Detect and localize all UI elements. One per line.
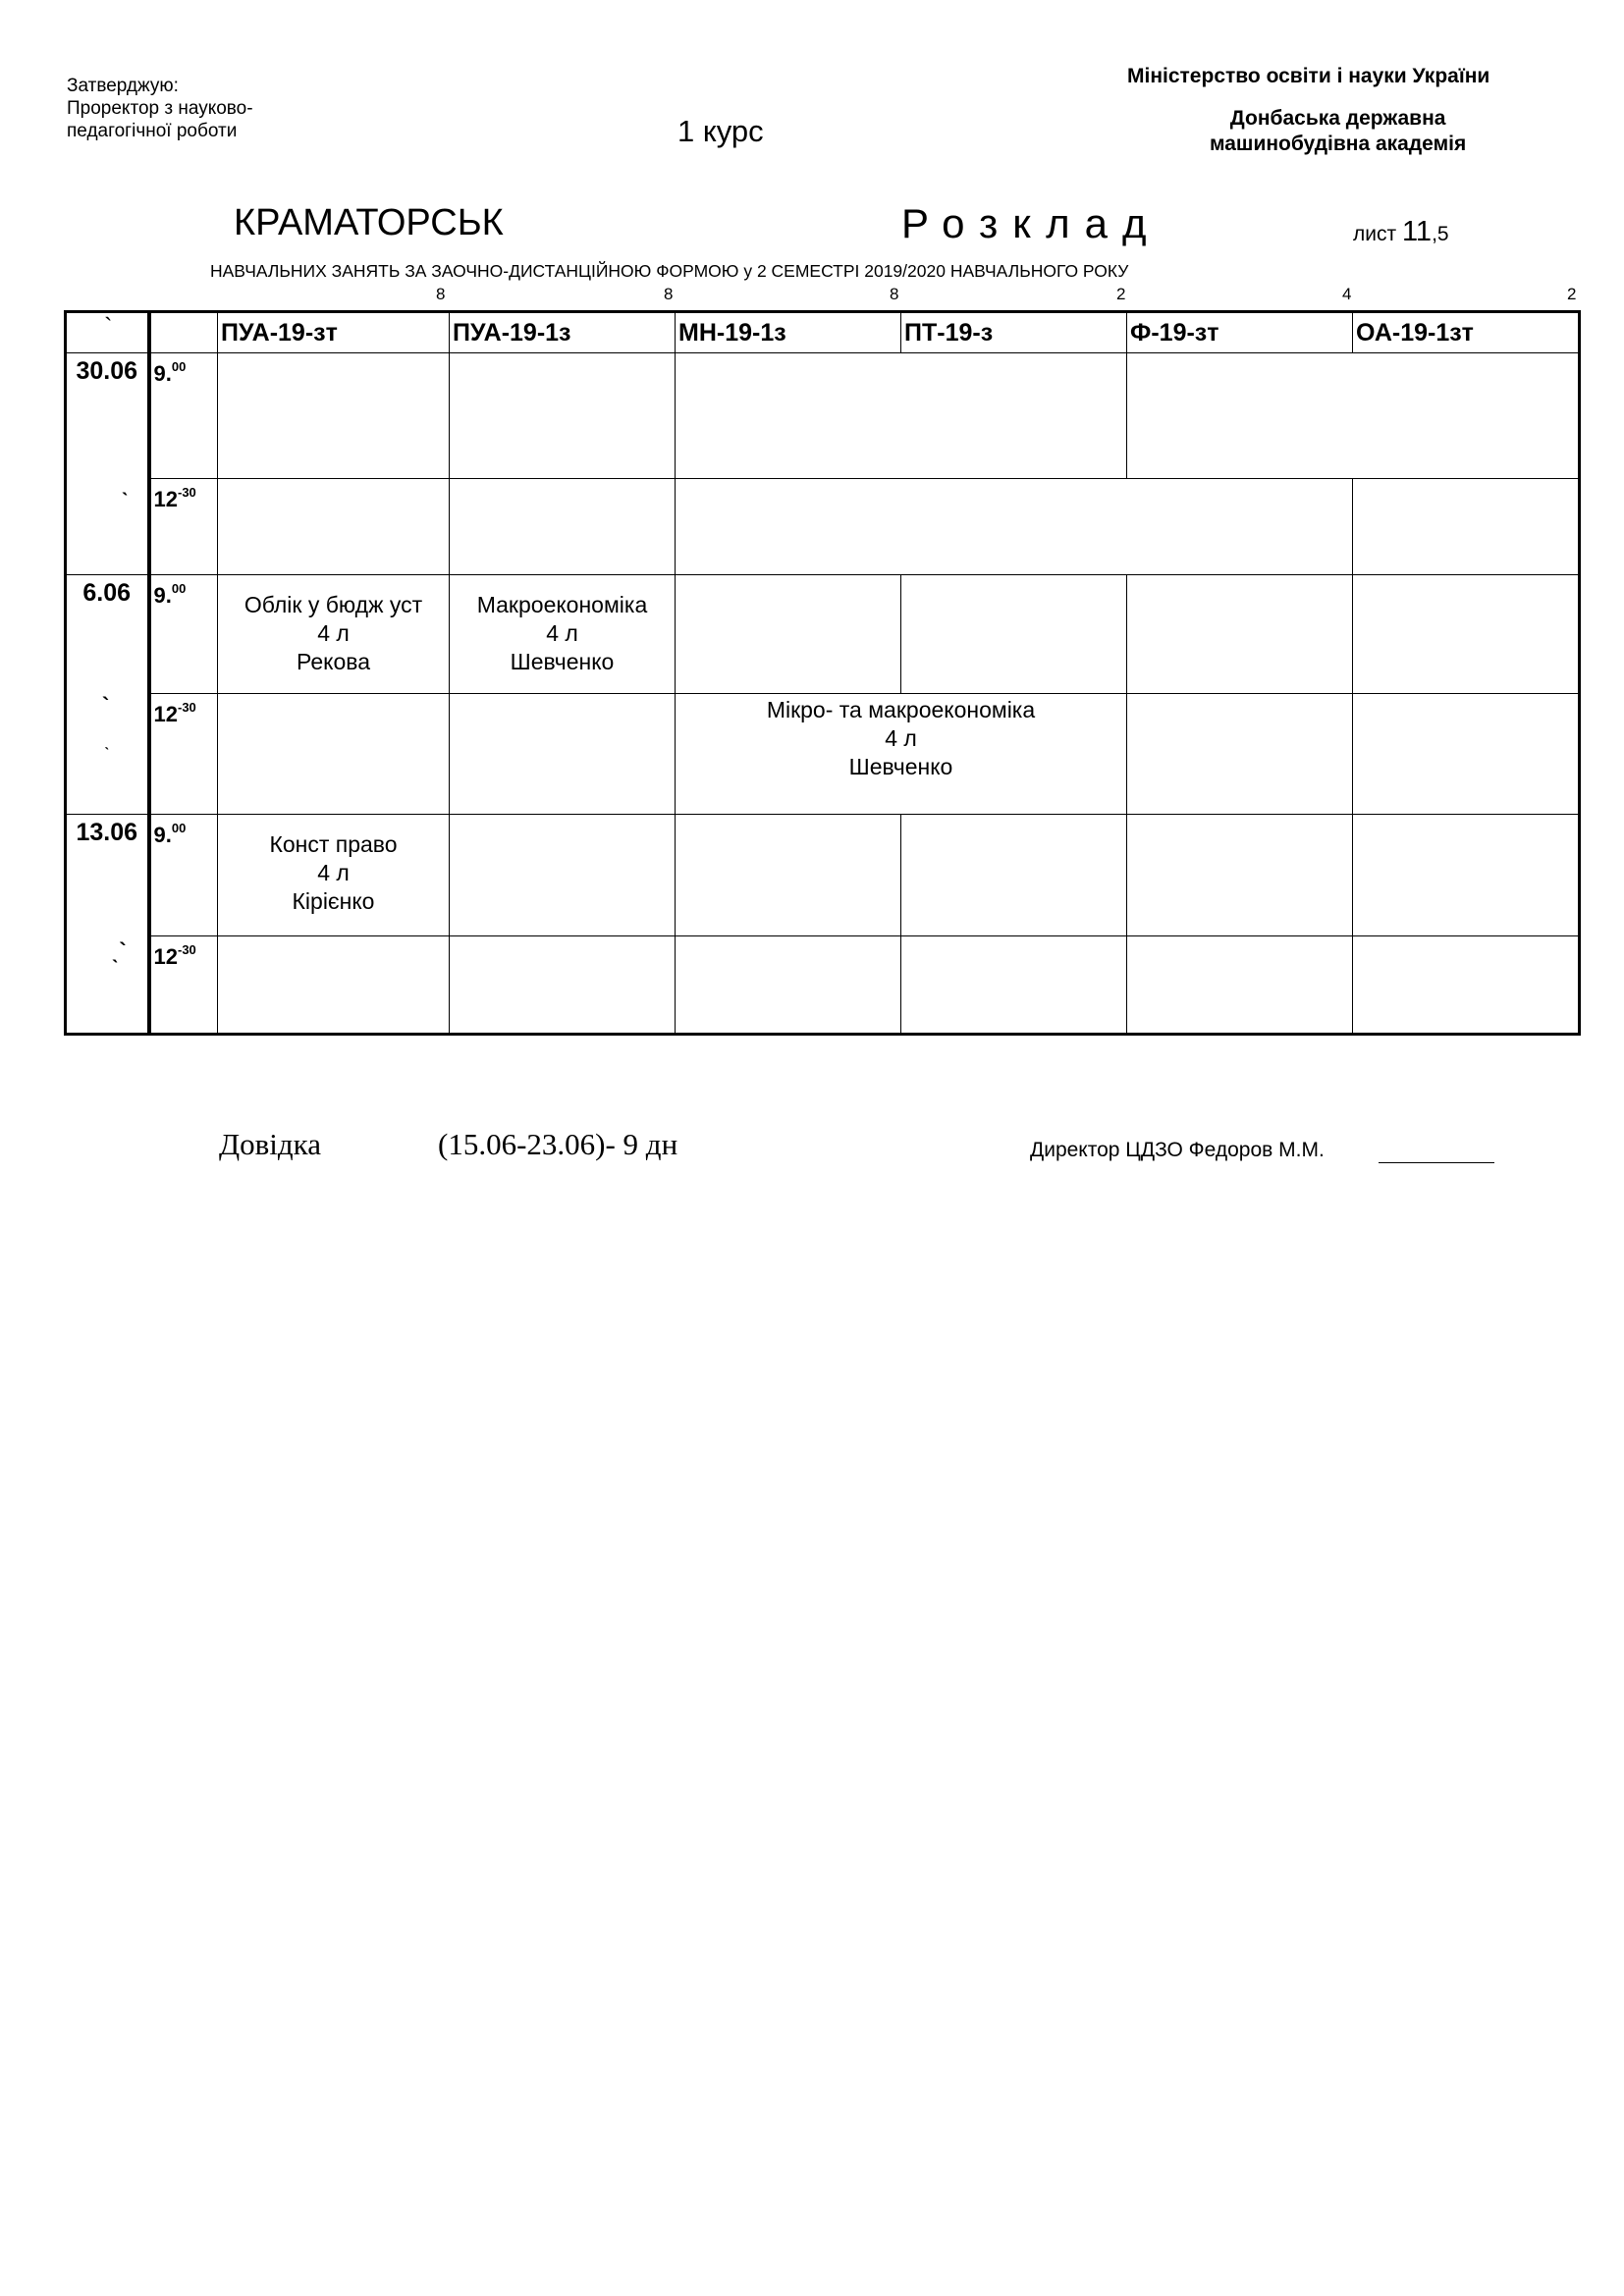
lesson-cell — [676, 694, 1127, 815]
lesson-cell — [1127, 815, 1353, 936]
lesson-cell — [1353, 575, 1580, 694]
schedule-table — [64, 310, 1581, 1036]
day-mark: ˋ — [104, 746, 110, 763]
day-cell — [66, 815, 149, 1035]
lesson-cell — [1353, 694, 1580, 815]
lesson-subject: Облік у бюдж уст — [244, 592, 423, 617]
course-label: 1 курс — [677, 114, 764, 148]
director-signature: Директор ЦДЗО Федоров М.М. — [1030, 1139, 1325, 1161]
lesson-cell — [1127, 353, 1580, 479]
header-row — [66, 312, 1580, 353]
group-header: ПУА-19-зт — [218, 312, 450, 353]
lesson-cell — [676, 479, 1353, 575]
group-header: ОА-19-1зт — [1353, 312, 1580, 353]
group-header: Ф-19-зт — [1127, 312, 1353, 353]
lesson-teacher: Рекова — [297, 649, 370, 674]
day-date: 13.06 — [76, 819, 138, 846]
lesson-hours: 4 л — [885, 725, 917, 751]
lesson-cell — [218, 936, 450, 1035]
lesson-cell — [218, 575, 450, 694]
document-title: Розклад — [901, 200, 1162, 246]
table-row — [66, 936, 1580, 1035]
approval-line: Затверджую: — [67, 76, 179, 96]
table-row — [66, 353, 1580, 479]
lesson-cell — [218, 353, 450, 479]
table-row — [66, 815, 1580, 936]
approval-line: Проректор з науково- — [67, 98, 253, 119]
lesson-subject: Конст право — [269, 831, 398, 857]
lesson — [450, 575, 675, 676]
group-header: МН-19-1з — [676, 312, 901, 353]
day-cell — [66, 575, 149, 815]
lesson-cell — [218, 815, 450, 936]
lesson-cell — [1353, 815, 1580, 936]
lesson-hours: 4 л — [317, 620, 350, 646]
footer-period: (15.06-23.06)- 9 дн — [438, 1127, 678, 1161]
student-count: 8 — [436, 285, 446, 303]
academy-line: Донбаська державна — [1229, 107, 1446, 130]
lesson-cell — [450, 575, 676, 694]
group-header: ПТ-19-з — [901, 312, 1127, 353]
lesson-cell — [676, 936, 901, 1035]
table-row — [66, 694, 1580, 815]
day-mark: ˎ — [122, 471, 130, 496]
lesson-cell — [1127, 694, 1353, 815]
time-cell: 9.00 — [149, 353, 218, 479]
academy-line: машинобудівна академія — [1210, 133, 1467, 155]
day-date: 6.06 — [82, 579, 132, 607]
city-name: КРАМАТОРСЬК — [234, 202, 504, 243]
day-cell — [66, 353, 149, 575]
sheet-value: 11 — [1401, 216, 1433, 247]
lesson-cell — [901, 815, 1127, 936]
lesson-teacher: Шевченко — [510, 649, 615, 674]
ministry-name: Міністерство освіти і науки України — [1127, 65, 1490, 87]
lesson-teacher: Кірієнко — [292, 888, 375, 914]
lesson — [218, 815, 449, 916]
student-count: 8 — [664, 285, 674, 303]
lesson-subject: Мікро- та макроекономіка — [766, 697, 1036, 722]
lesson-hours: 4 л — [546, 620, 578, 646]
day-mark: ˎ` — [112, 938, 127, 963]
lesson-cell — [1353, 479, 1580, 575]
lesson-cell — [1127, 575, 1353, 694]
table-row — [66, 575, 1580, 694]
lesson-cell — [901, 575, 1127, 694]
lesson-cell — [1127, 936, 1353, 1035]
lesson-cell — [450, 815, 676, 936]
lesson-cell — [676, 575, 901, 694]
lesson-cell — [901, 936, 1127, 1035]
time-cell: $12^{-30}$ — [149, 936, 218, 1035]
lesson — [218, 575, 449, 676]
lesson-subject: Макроекономіка — [476, 592, 648, 617]
signature-line — [1379, 1162, 1494, 1163]
time-header-cell — [149, 312, 218, 353]
time-cell: $12^{-30}$ — [149, 694, 218, 815]
time-cell: 9.00 — [149, 575, 218, 694]
approval-line: педагогічної роботи — [67, 121, 238, 141]
lesson-cell — [450, 479, 676, 575]
group-header: ПУА-19-1з — [450, 312, 676, 353]
student-count: 2 — [1567, 285, 1577, 303]
academy-name — [1210, 106, 1466, 157]
approval-block — [67, 75, 253, 142]
lesson-hours: 4 л — [317, 860, 350, 885]
lesson-cell — [1353, 936, 1580, 1035]
day-date: 30.06 — [76, 357, 138, 385]
student-count: 2 — [1116, 285, 1126, 303]
time-cell: $12^{-30}$ — [149, 479, 218, 575]
lesson-cell — [450, 936, 676, 1035]
lesson-cell — [218, 479, 450, 575]
lesson-teacher: Шевченко — [848, 754, 953, 779]
lesson-cell — [676, 815, 901, 936]
sheet-number — [1353, 216, 1449, 248]
day-mark: ` — [102, 693, 110, 718]
lesson-cell — [450, 353, 676, 479]
lesson — [676, 694, 1126, 781]
table-row — [66, 479, 1580, 575]
sheet-sub: ,5 — [1432, 223, 1449, 245]
time-cell: 9.00 — [149, 815, 218, 936]
footer-note: Довідка — [219, 1127, 322, 1161]
student-count: 4 — [1342, 285, 1352, 303]
lesson-cell — [450, 694, 676, 815]
sheet-label: лист — [1353, 223, 1397, 245]
lesson-cell — [218, 694, 450, 815]
corner-cell: ` — [66, 312, 149, 353]
lesson-cell — [676, 353, 1127, 479]
document-subtitle: НАВЧАЛЬНИХ ЗАНЯТЬ ЗА ЗАОЧНО-ДИСТАНЦІЙНОЮ ФОРМОЮ у 2 СЕМЕСТРІ 2019/2020 НАВЧАЛЬНОГО РОКУ — [210, 261, 1129, 281]
student-count: 8 — [890, 285, 899, 303]
